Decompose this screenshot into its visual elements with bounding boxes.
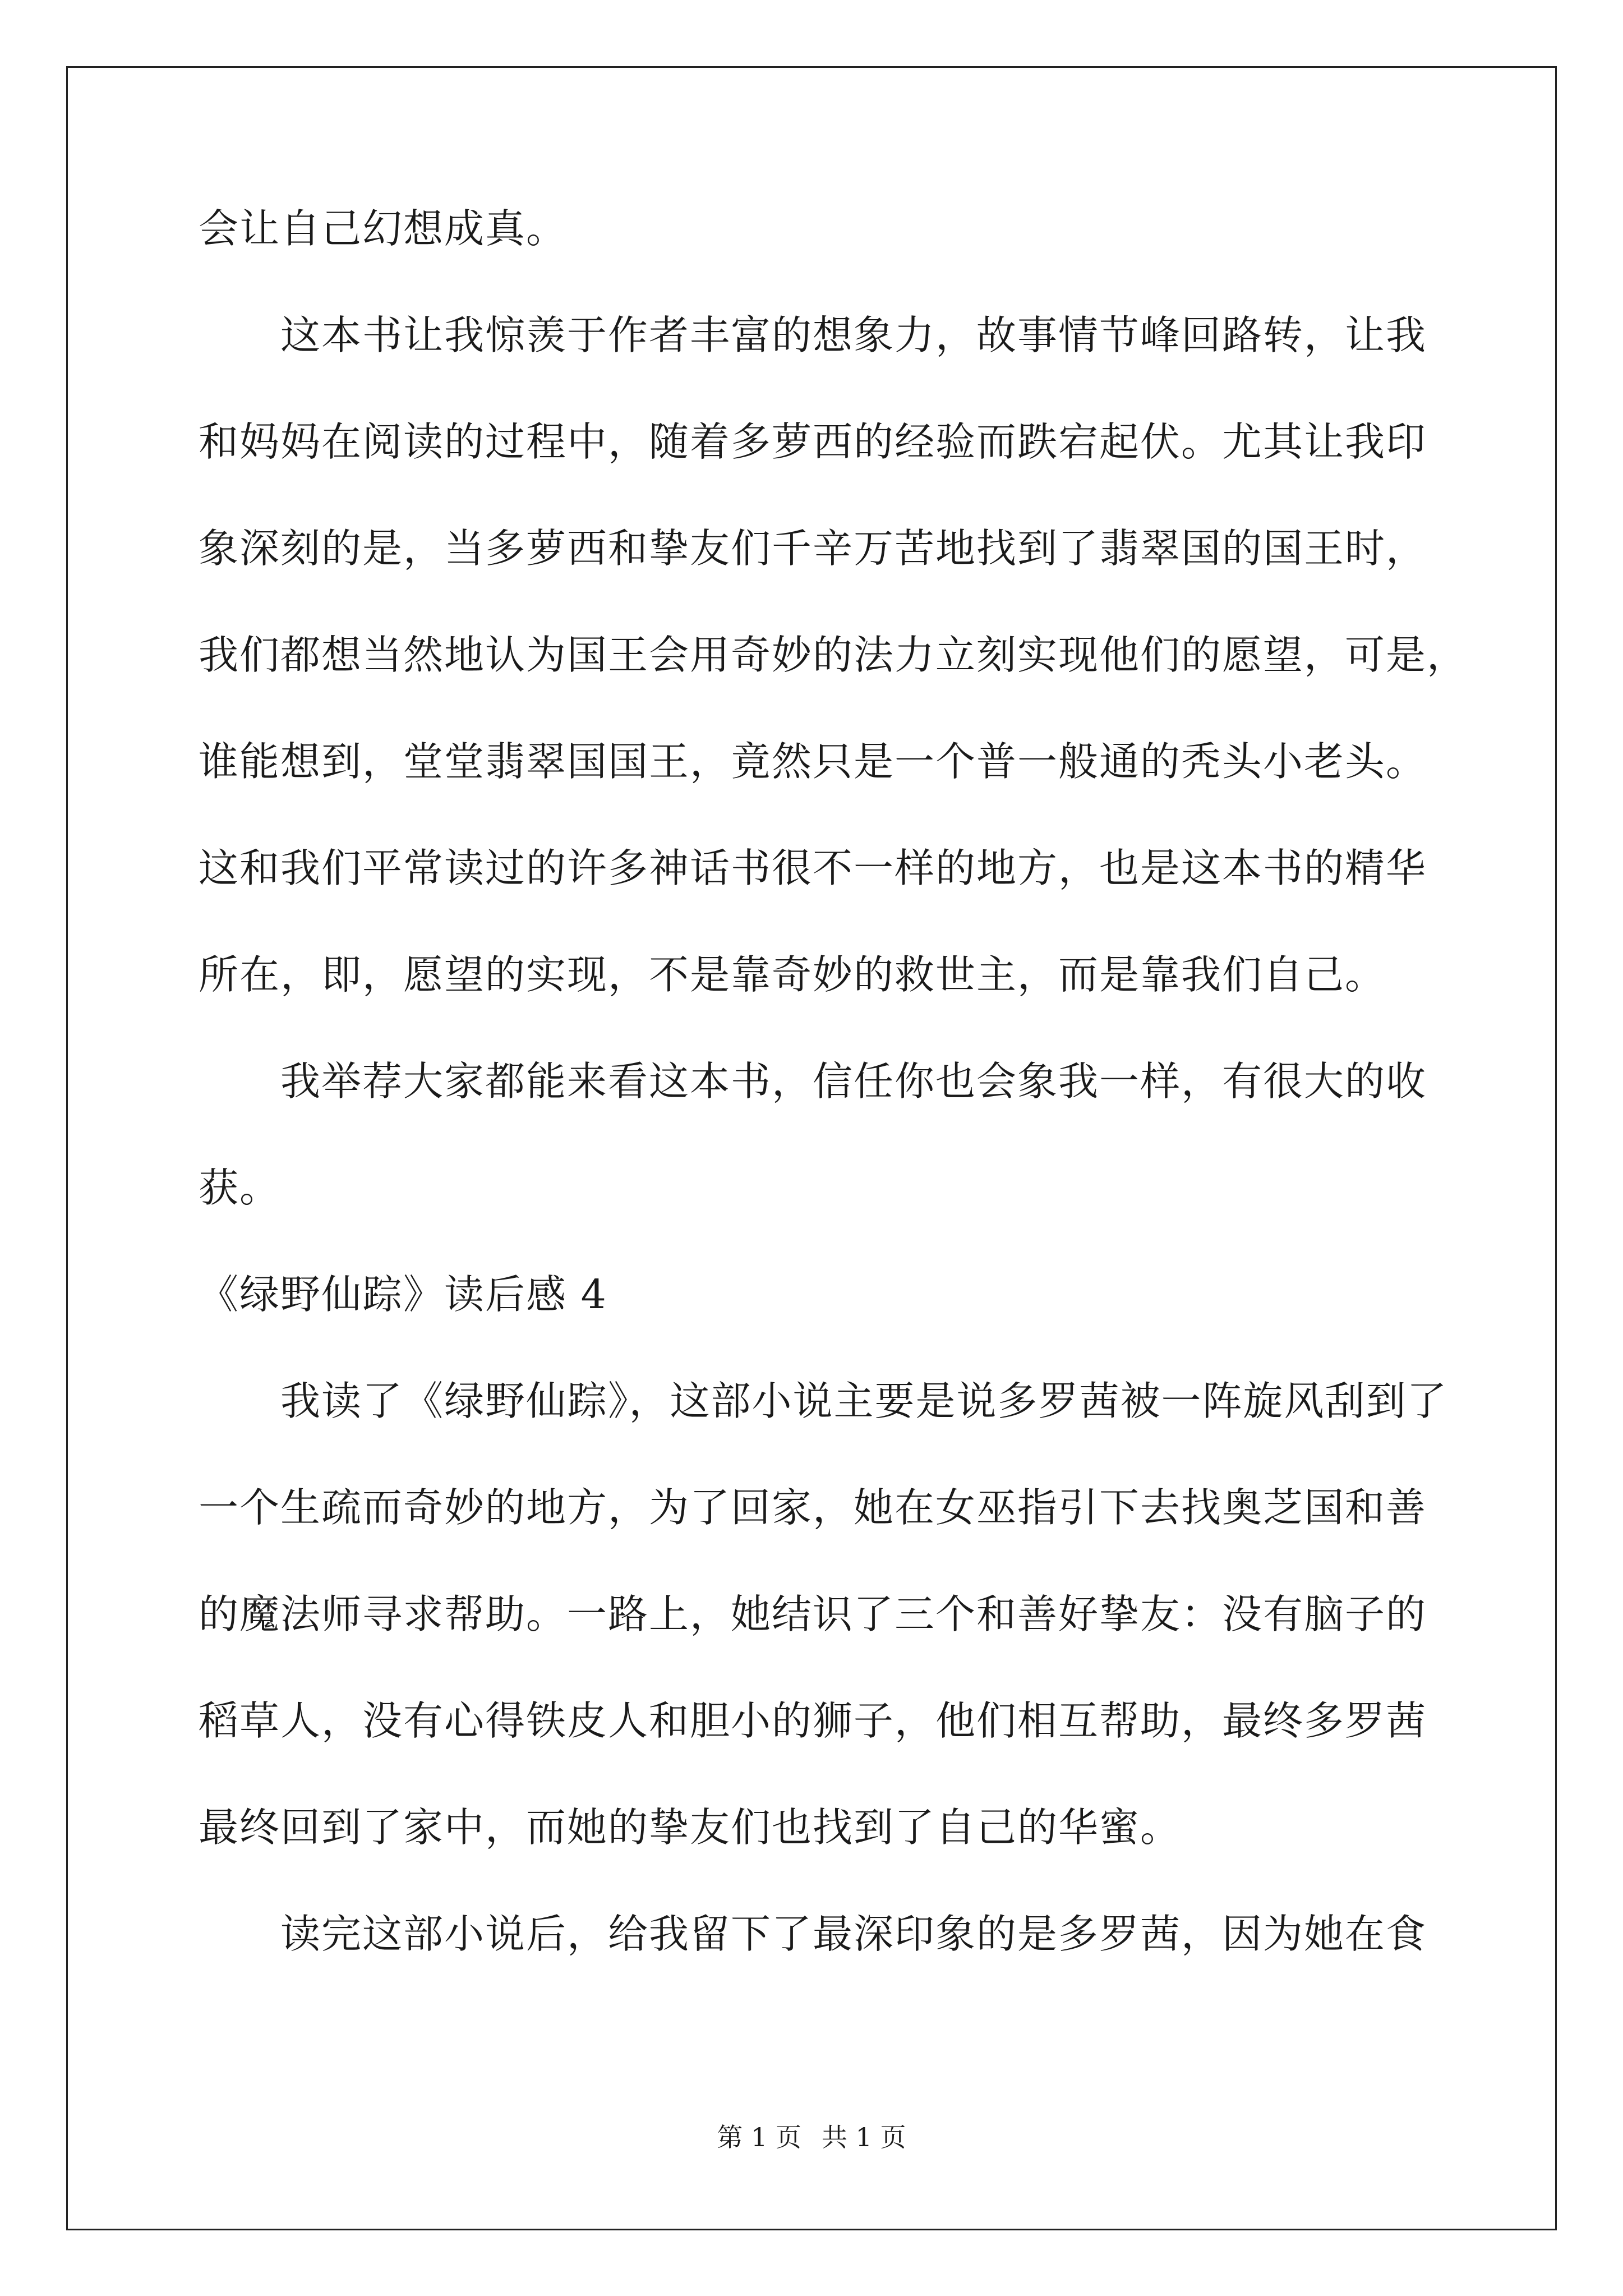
text-line: 谁能想到，堂堂翡翠国国王，竟然只是一个普一般通的秃头小老头。	[199, 738, 1427, 785]
text-line: 获。	[199, 1165, 281, 1211]
text-line: 一个生疏而奇妙的地方，为了回家，她在女巫指引下去找奥芝国和善	[199, 1484, 1427, 1531]
page-border	[66, 66, 1557, 2230]
text-line: 会让自己幻想成真。	[199, 205, 568, 252]
section-heading: 《绿野仙踪》读后感 4	[199, 1271, 607, 1318]
text-line: 这本书让我惊羡于作者丰富的想象力，故事情节峰回路转，让我	[199, 312, 1427, 358]
text-line: 最终回到了家中，而她的挚友们也找到了自己的华蜜。	[199, 1804, 1182, 1851]
page-footer	[0, 2120, 1623, 2154]
text-line: 的魔法师寻求帮助。一路上，她结识了三个和善好挚友：没有脑子的	[199, 1591, 1427, 1637]
text-line: 这和我们平常读过的许多神话书很不一样的地方，也是这本书的精华	[199, 845, 1427, 891]
text-line: 读完这部小说后，给我留下了最深印象的是多罗茜，因为她在食	[199, 1911, 1427, 1957]
text-line: 象深刻的是，当多萝西和挚友们千辛万苦地找到了翡翠国的国王时，	[199, 525, 1427, 572]
text-line: 我举荐大家都能来看这本书，信任你也会象我一样，有很大的收	[199, 1058, 1427, 1105]
text-line: 我读了《绿野仙踪》，这部小说主要是说多罗茜被一阵旋风刮到了	[199, 1378, 1448, 1424]
text-line: 我们都想当然地认为国王会用奇妙的法力立刻实现他们的愿望，可是，	[199, 632, 1468, 678]
page-total: 共 1 页	[822, 2122, 906, 2152]
text-line: 所在，即，愿望的实现，不是靠奇妙的救世主，而是靠我们自己。	[199, 951, 1386, 998]
text-line: 稻草人，没有心得铁皮人和胆小的狮子，他们相互帮助，最终多罗茜	[199, 1697, 1427, 1744]
text-line: 和妈妈在阅读的过程中，随着多萝西的经验而跌宕起伏。尤其让我印	[199, 418, 1427, 465]
page-number: 第 1 页	[717, 2122, 801, 2152]
